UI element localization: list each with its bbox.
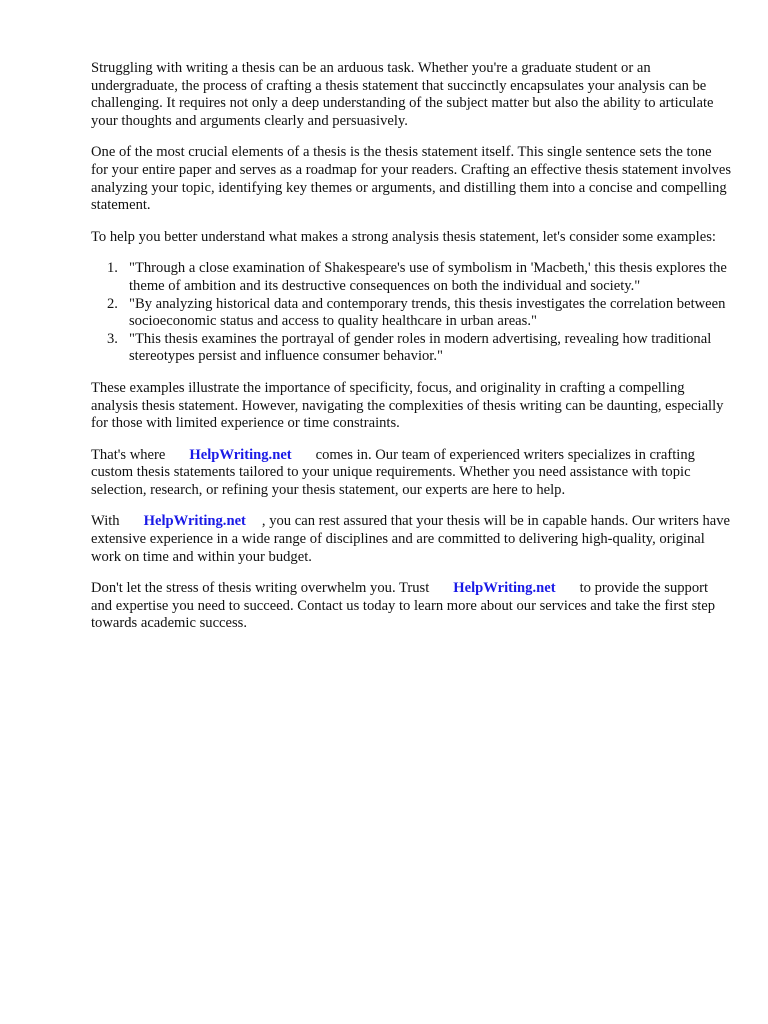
list-item xyxy=(91,331,731,366)
promo-2-after: , you can rest assured that your thesis will be in capable hands. Our writers have extensive experience in a wide range of disciplines and are committed to delivering high-quality, original work on time and within your budget. xyxy=(91,513,730,565)
promo-3-before: Don't let the stress of thesis writing overwhelm you. Trust xyxy=(91,580,430,597)
paragraph-examples-intro: To help you better understand what makes a strong analysis thesis statement, let's consider some examples: xyxy=(91,228,716,245)
list-item-number: 1. xyxy=(107,260,118,277)
promo-3-after: to provide the support and expertise you need to succeed. Contact us today to learn more about our services and take the first step towards academic success. xyxy=(91,580,716,632)
list-item xyxy=(91,296,731,331)
list-item-text: "By analyzing historical data and contemporary trends, this thesis investigates the correlation between socioeconomic status and access to quality healthcare in urban areas." xyxy=(129,295,726,330)
helpwriting-link-2[interactable]: HelpWriting.net xyxy=(143,513,246,530)
list-item-number: 3. xyxy=(107,330,118,347)
list-item-text: "Through a close examination of Shakespeare's use of symbolism in 'Macbeth,' this thesis explores the theme of ambition and its destructive consequences on both the individual and society." xyxy=(129,260,727,294)
helpwriting-link-3[interactable]: HelpWriting.net xyxy=(453,580,556,597)
examples-list xyxy=(91,260,731,366)
paragraph-promo-1 xyxy=(91,447,731,500)
paragraph-intro: Struggling with writing a thesis can be an arduous task. Whether you're a graduate student or an undergraduate, the process of crafting a thesis statement that succinctly encapsulates your analysis can be challenging. It requires not only a deep understanding of the subject matter but also the ability to articulate your thoughts and arguments clearly and persuasively. xyxy=(91,60,714,129)
promo-1-before: That's where xyxy=(91,446,166,463)
paragraph-promo-2 xyxy=(91,513,731,566)
paragraph-crucial: One of the most crucial elements of a thesis is the thesis statement itself. This single sentence sets the tone for your entire paper and serves as a roadmap for your readers. Crafting an effective thesis statement involves analyzing your topic, identifying key themes or arguments, and distilling them into a concise and compelling statement. xyxy=(91,144,731,214)
promo-2-before: With xyxy=(91,513,120,530)
promo-1-after: comes in. Our team of experienced writers specializes in crafting custom thesis statements tailored to your unique requirements. Whether you need assistance with topic selection, research, or refining your thesis statement, our experts are here to help. xyxy=(91,446,695,498)
helpwriting-link-1[interactable]: HelpWriting.net xyxy=(189,446,292,463)
list-item xyxy=(91,260,731,295)
list-item-number: 2. xyxy=(107,295,118,312)
paragraph-illustrate: These examples illustrate the importance of specificity, focus, and originality in crafting a compelling analysis thesis statement. However, navigating the complexities of thesis writing can be daunting, especially for those with limited experience or time constraints. xyxy=(91,379,724,432)
paragraph-promo-3 xyxy=(91,580,731,633)
list-item-text: "This thesis examines the portrayal of gender roles in modern advertising, revealing how traditional stereotypes persist and influence consumer behavior." xyxy=(129,330,712,365)
document-body xyxy=(91,60,731,647)
